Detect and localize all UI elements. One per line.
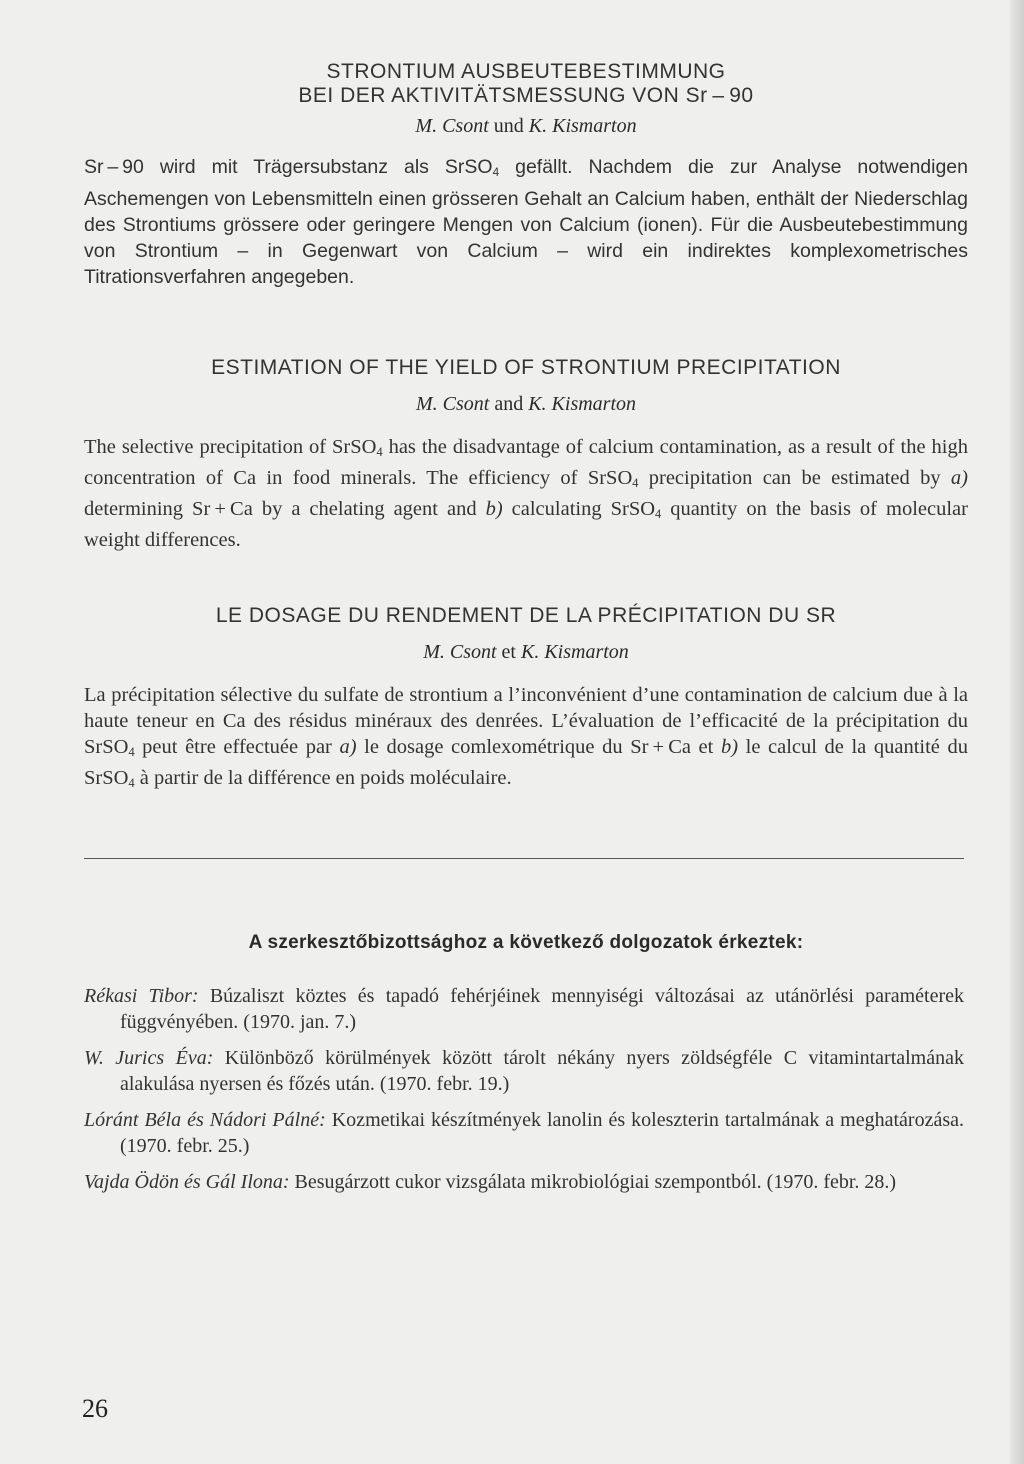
subscript: 4	[655, 507, 662, 522]
text-run: calculating SrSO	[502, 498, 656, 521]
text-run-italic: a)	[950, 467, 968, 490]
text-run: quantity on the basis of molecular weight differences.	[84, 498, 968, 552]
subscript: 4	[492, 165, 500, 179]
section-title	[84, 356, 968, 380]
author: K. Kismarton	[528, 115, 637, 137]
title-line: LE DOSAGE DU RENDEMENT DE LA PRÉCIPITATION DU SR	[215, 604, 837, 627]
text-run: precipitation can be estimated by	[638, 467, 951, 490]
text-run: le dosage comlexométrique du Sr + Ca et	[356, 736, 721, 758]
section-title	[84, 604, 968, 628]
author: K. Kismarton	[528, 393, 637, 415]
list-item	[84, 1045, 964, 1097]
subscript: 4	[128, 776, 135, 791]
entry-text: Besugárzott cukor vizsgálata mikrobiológiai szempontból. (1970. febr. 28.)	[289, 1171, 897, 1193]
text-run-italic: b)	[720, 736, 739, 758]
title-line: ESTIMATION OF THE YIELD OF STRONTIUM PRECIPITATION	[211, 356, 841, 379]
text-run: has the disadvantage of calcium contamination, as a result of the high concentration of Ca in food minerals. The efficiency of SrSO	[84, 436, 968, 490]
abstract-section-english	[84, 356, 968, 553]
entry-author: W. Jurics Éva:	[84, 1047, 214, 1069]
author: M. Csont	[423, 641, 497, 663]
subscript: 4	[128, 745, 135, 760]
text-run: Sr – 90 wird mit Trägersubstanz als SrSO	[84, 156, 493, 178]
abstract-text	[84, 434, 968, 553]
subscript: 4	[632, 476, 639, 491]
abstract-text	[84, 682, 968, 796]
list-item	[84, 983, 964, 1035]
author: K. Kismarton	[520, 641, 629, 663]
page-number: 26	[82, 1394, 108, 1423]
text-run-italic: a)	[339, 736, 357, 758]
entry-text: Különböző körülmények között tárolt nékány nyers zöldségféle C vitamintartalmának alakulása nyersen és főzés után. (1970. febr. 19.)	[120, 1047, 964, 1095]
received-papers-heading: A szerkesztőbizottsághoz a következő dolgozatok érkeztek:	[248, 932, 804, 953]
text-run: determining Sr + Ca by a chelating agent and	[84, 498, 486, 521]
entry-text: Búzaliszt köztes és tapadó fehérjéinek mennyiségi változásai az utánörlési paraméterek függvényében. (1970. jan. 7.)	[120, 985, 964, 1033]
text-run: à partir de la différence en poids moléculaire.	[134, 767, 512, 790]
section-title	[84, 60, 968, 108]
horizontal-rule	[84, 858, 964, 859]
text-run: La précipitation sélective du sulfate de strontium a l’inconvénient d’une contamination de calcium due à la haute teneur en Ca des résidus minéraux des denrées. L’évaluation de l’efficacité de la précipitation du SrSO	[84, 684, 968, 758]
author: M. Csont	[415, 115, 489, 137]
author-connector: and	[489, 393, 529, 415]
text-run: le calcul de la quantité du SrSO	[84, 736, 968, 790]
text-run: gefällt. Nachdem die zur Analyse notwendigen Aschemengen von Lebensmitteln einen grösseren Gehalt an Calcium haben, enthält der Niederschlag des Strontiums grössere oder geringere Mengen von Calcium (ionen). Für die Ausbeutebestimmung von Strontium – in Gegenwart von Calcium – wird ein indirektes komplexometrisches Titrationsverfahren angegeben.	[84, 156, 969, 288]
title-line: BEI DER AKTIVITÄTSMESSUNG VON Sr – 90	[298, 84, 754, 107]
entry-author: Lóránt Béla és Nádori Pálné:	[84, 1109, 326, 1131]
abstract-text	[84, 154, 968, 290]
page-edge	[1010, 0, 1024, 1464]
author-connector: und	[488, 115, 529, 137]
authors	[84, 114, 968, 138]
text-run-italic: b)	[485, 498, 503, 521]
list-item	[84, 1169, 964, 1195]
list-item	[84, 1107, 964, 1159]
text-run: The selective precipitation of SrSO	[84, 436, 377, 458]
text-run: peut être effectuée par	[134, 736, 340, 758]
entry-text: Kozmetikai készítmények lanolin és koleszterin tartalmának a meghatározása. (1970. febr. 25.)	[120, 1109, 965, 1157]
abstract-section-german	[84, 60, 968, 290]
received-papers-list	[84, 983, 964, 1205]
abstract-section-french	[84, 604, 968, 796]
author-connector: et	[496, 641, 521, 663]
authors	[84, 640, 968, 664]
title-line: STRONTIUM AUSBEUTEBESTIMMUNG	[326, 60, 726, 83]
authors	[84, 392, 968, 416]
entry-author: Vajda Ödön és Gál Ilona:	[84, 1171, 290, 1193]
author: M. Csont	[415, 393, 490, 415]
subscript: 4	[376, 445, 383, 460]
entry-author: Rékasi Tibor:	[84, 985, 199, 1007]
